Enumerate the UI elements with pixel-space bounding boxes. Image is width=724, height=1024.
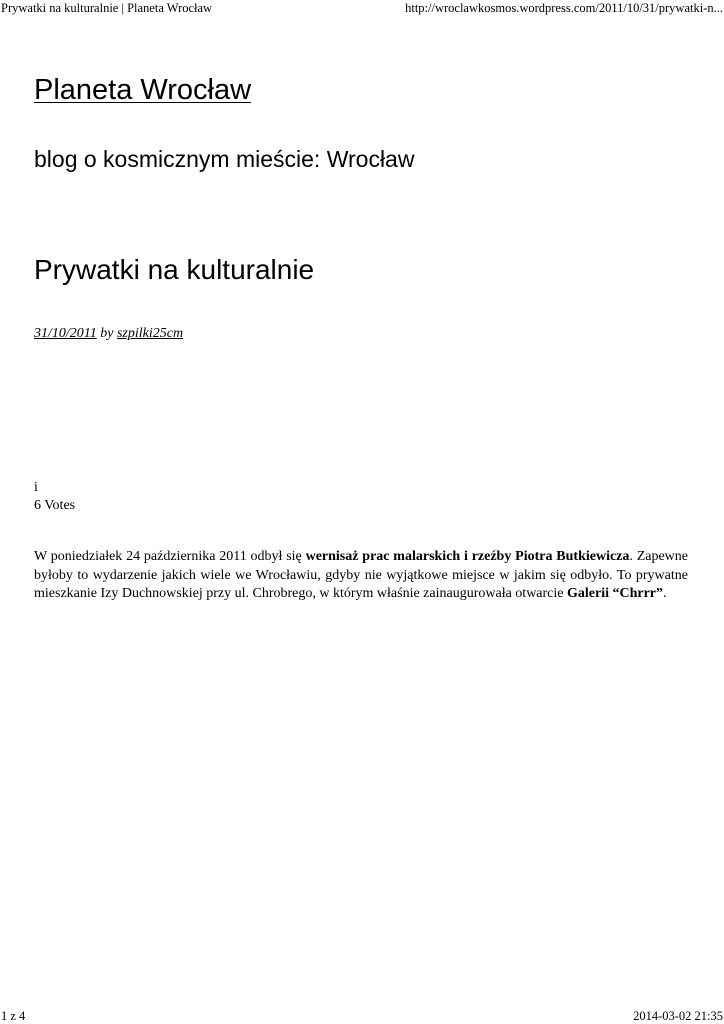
post-paragraph: [34, 548, 688, 604]
post-by-label: by: [100, 326, 114, 341]
print-footer-page-number: 1 z 4: [1, 1009, 26, 1023]
print-footer: [0, 1008, 724, 1024]
rating-info-icon: i: [34, 480, 38, 495]
post-title: Prywatki na kulturalnie: [34, 254, 315, 285]
print-header: [0, 0, 724, 16]
body-text-2: . Zapewne byłoby to wydarzenie jakich wiele we Wrocławiu, gdyby nie wyjątkowe miejsce w jakim się odbyło. To prywatne mieszkanie Izy Duchnowskiej przy ul. Chrobrego, w którym właśnie zainaugurowała otwarcie: [34, 549, 689, 601]
body-bold-2: Galerii “Chrrr”: [567, 586, 664, 601]
post-content: [34, 548, 688, 604]
body-bold-1: wernisaż prac malarskich i rzeźby Piotra Butkiewicza: [305, 549, 630, 564]
print-footer-timestamp: 2014-03-02 21:35: [633, 1009, 723, 1023]
print-header-url: http://wroclawkosmos.wordpress.com/2011/10/31/prywatki-n...: [405, 1, 723, 15]
post-date-link[interactable]: 31/10/2011: [34, 326, 97, 341]
rating-votes: 6 Votes: [34, 498, 76, 513]
body-text-1: W poniedziałek 24 października 2011 odbył się: [34, 549, 306, 564]
body-text-3: .: [663, 586, 667, 601]
site-description: blog o kosmicznym mieście: Wrocław: [34, 146, 415, 172]
print-header-page-title: Prywatki na kulturalnie | Planeta Wrocław: [1, 1, 213, 15]
post-author-link[interactable]: szpilki25cm: [116, 326, 184, 341]
rating-widget: [34, 479, 75, 515]
site-title-link[interactable]: Planeta Wrocław: [34, 74, 252, 106]
post-meta: [34, 325, 183, 343]
